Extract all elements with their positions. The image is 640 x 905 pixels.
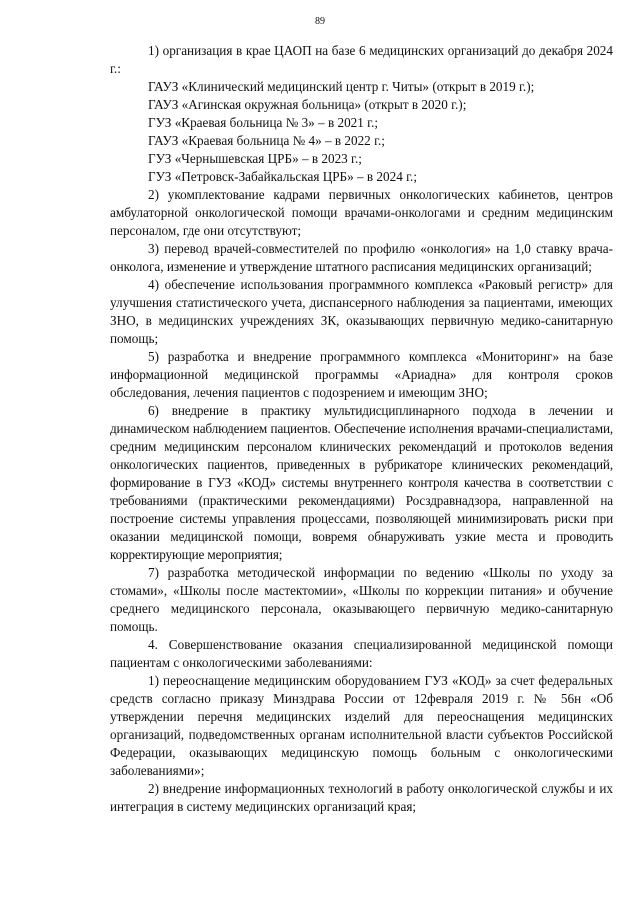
paragraph-item-3: 3) перевод врачей-совместителей по профилю «онкология» на 1,0 ставку врача-онколога, изменение и утверждение штатного расписания медицинских организаций; bbox=[110, 241, 613, 274]
page-number: 89 bbox=[315, 16, 325, 27]
list-item: ГАУЗ «Агинская окружная больница» (открыт в 2020 г.); bbox=[148, 97, 467, 112]
list-item: ГУЗ «Петровск-Забайкальская ЦРБ» – в 2024 г.; bbox=[148, 169, 417, 184]
list-item: ГУЗ «Краевая больница № 3» – в 2021 г.; bbox=[148, 115, 379, 130]
paragraph-item-4: 4) обеспечение использования программного комплекса «Раковый регистр» для улучшения статистического учета, диспансерного наблюдения за пациентами, имеющих ЗНО, в медицинских учреждениях ЗК, оказывающих первичную медико-санитарную помощь; bbox=[110, 277, 613, 346]
document-body bbox=[110, 42, 613, 816]
paragraph-section-4-item-1: 1) переоснащение медицинским оборудованием ГУЗ «КОД» за счет федеральных средств согласно приказу Минздрава России от 12февраля 2019 г. № 56н «Об утверждении перечня медицинских изделий для переоснащения медицинских организаций, подведомственных органам исполнительной власти субъектов Российской Федерации, оказывающих медицинскую помощь больным с онкологическими заболеваниями»; bbox=[110, 673, 613, 778]
paragraph-item-6: 6) внедрение в практику мультидисциплинарного подхода в лечении и динамическом наблюдением пациентов. Обеспечение исполнения врачами-специалистами, средним медицинским персоналом клинических рекомендаций и протоколов ведения онкологических пациентов, приведенных в рубрикаторе клинических рекомендаций, формирование в ГУЗ «КОД» системы внутреннего контроля качества в соответствии с требованиями (практическими рекомендациями) Росздравнадзора, направленной на построение системы управления процессами, позволяющей минимизировать риски при оказании медицинской помощи, вовремя обнаруживать узкие места и проводить корректирующие мероприятия; bbox=[110, 403, 613, 562]
paragraph-item-5: 5) разработка и внедрение программного комплекса «Мониторинг» на базе информационной медицинской программы «Ариадна» для контроля сроков обследования, лечения пациентов с подозрением и имеющим ЗНО; bbox=[110, 349, 613, 400]
paragraph-item-1: 1) организация в крае ЦАОП на базе 6 медицинских организаций до декабря 2024 г.: bbox=[110, 43, 613, 76]
list-item: ГАУЗ «Клинический медицинский центр г. Читы» (открыт в 2019 г.); bbox=[148, 79, 535, 94]
paragraph-section-4-item-2: 2) внедрение информационных технологий в работу онкологической службы и их интеграция в систему медицинских организаций края; bbox=[110, 781, 613, 814]
section-4-heading: 4. Совершенствование оказания специализированной медицинской помощи пациентам с онкологическими заболеваниями: bbox=[110, 637, 613, 670]
medical-organizations-list bbox=[110, 78, 613, 186]
paragraph-item-7: 7) разработка методической информации по ведению «Школы по уходу за стомами», «Школы после мастектомии», «Школы по коррекции питания» и обучение среднего медицинского персонала, оказывающего первичную медико-санитарную помощь. bbox=[110, 565, 613, 634]
list-item: ГУЗ «Чернышевская ЦРБ» – в 2023 г.; bbox=[148, 151, 362, 166]
list-item: ГАУЗ «Краевая больница № 4» – в 2022 г.; bbox=[148, 133, 385, 148]
paragraph-item-2: 2) укомплектование кадрами первичных онкологических кабинетов, центров амбулаторной онкологической помощи врачами-онкологами и средним медицинским персоналом, где они отсутствуют; bbox=[110, 187, 613, 238]
